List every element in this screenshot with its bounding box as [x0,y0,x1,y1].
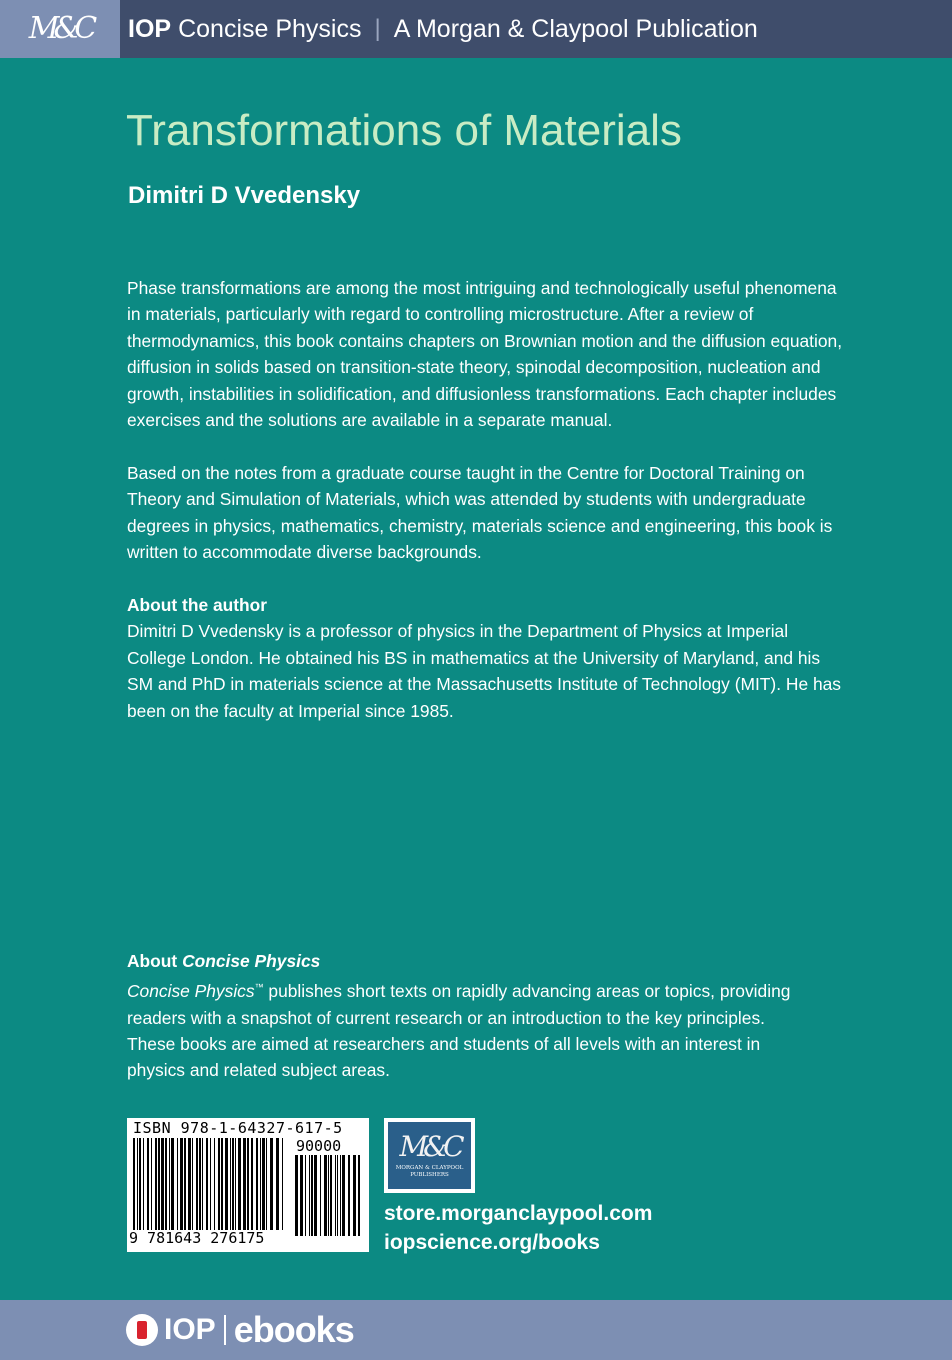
publisher-logo-inner [388,1122,471,1189]
about-series-heading: About Concise Physics [127,951,321,971]
about-author-section [127,592,847,724]
mc-logo-large-icon: M&C [399,1130,460,1164]
mc-logo-icon: M&C [28,11,92,46]
description-paragraph-1: Phase transformations are among the most intriguing and technologically useful phenomena in materials, particularly with regard to controlling microstructure. After a review of thermodynamics, this book contains chapters on Brownian motion and the diffusion equation, diffusion in solids based on transition-state theory, spinodal decomposition, nucleation and growth, instabilities in solidification, and diffusionless transformations. Each chapter includes exercises and the solutions are available in a separate manual. [127,278,843,431]
iopscience-link[interactable]: iopscience.org/books [384,1231,600,1254]
about-series-section [127,948,807,1084]
store-link[interactable]: store.morganclaypool.com [384,1202,653,1225]
mc-logo-box [0,0,120,58]
ean-text: 9 781643 276175 [129,1229,265,1247]
header-separator: | [374,15,381,42]
footer-bar [0,1300,952,1360]
book-author: Dimitri D Vvedensky [128,182,361,209]
footer-iop: IOP [164,1313,216,1346]
barcode-icon [133,1138,283,1236]
book-title: Transformations of Materials [126,106,682,155]
about-author-text: Dimitri D Vvedensky is a professor of physics in the Department of Physics at Imperial College London. He obtained his BS in mathematics at the University of Maryland, and his SM and PhD in materials science at the Massachusetts Institute of Technology (MIT). He has been on the faculty at Imperial since 1985. [127,621,841,721]
publisher-name: MORGAN & CLAYPOOL PUBLISHERS [395,1165,464,1178]
description-paragraph-2: Based on the notes from a graduate course taught in the Centre for Doctoral Training on Theory and Simulation of Materials, which was attended by students with undergraduate degrees in physics, mathematics, chemistry, materials science and engineering, this book is written to accommodate diverse backgrounds. [127,463,833,563]
links [384,1199,652,1257]
about-author-heading: About the author [127,595,268,615]
about-series-text: publishes short texts on rapidly advancing areas or topics, providing readers with a snapshot of current research or an introduction to the key principles. These books are aimed at researchers and students of all levels with an interest in physics and related subject areas. [127,981,791,1081]
barcode [127,1118,369,1252]
header-bar [0,0,952,58]
header-iop: IOP [128,14,172,43]
header-series: Concise Physics [178,14,362,43]
iop-logo-icon [126,1314,158,1346]
publisher-logo [384,1118,475,1193]
barcode-addon-icon [295,1155,361,1236]
footer-logo-text [164,1309,354,1351]
header-publisher: A Morgan & Claypool Publication [393,14,758,43]
header-text [128,15,758,44]
series-name: Concise Physics [127,981,255,1002]
trademark: ™ [254,982,264,993]
isbn-text: ISBN 978-1-64327-617-5 [133,1119,343,1137]
footer-separator [224,1315,226,1345]
price-code: 90000 [296,1137,342,1155]
footer-ebooks: ebooks [233,1309,354,1350]
